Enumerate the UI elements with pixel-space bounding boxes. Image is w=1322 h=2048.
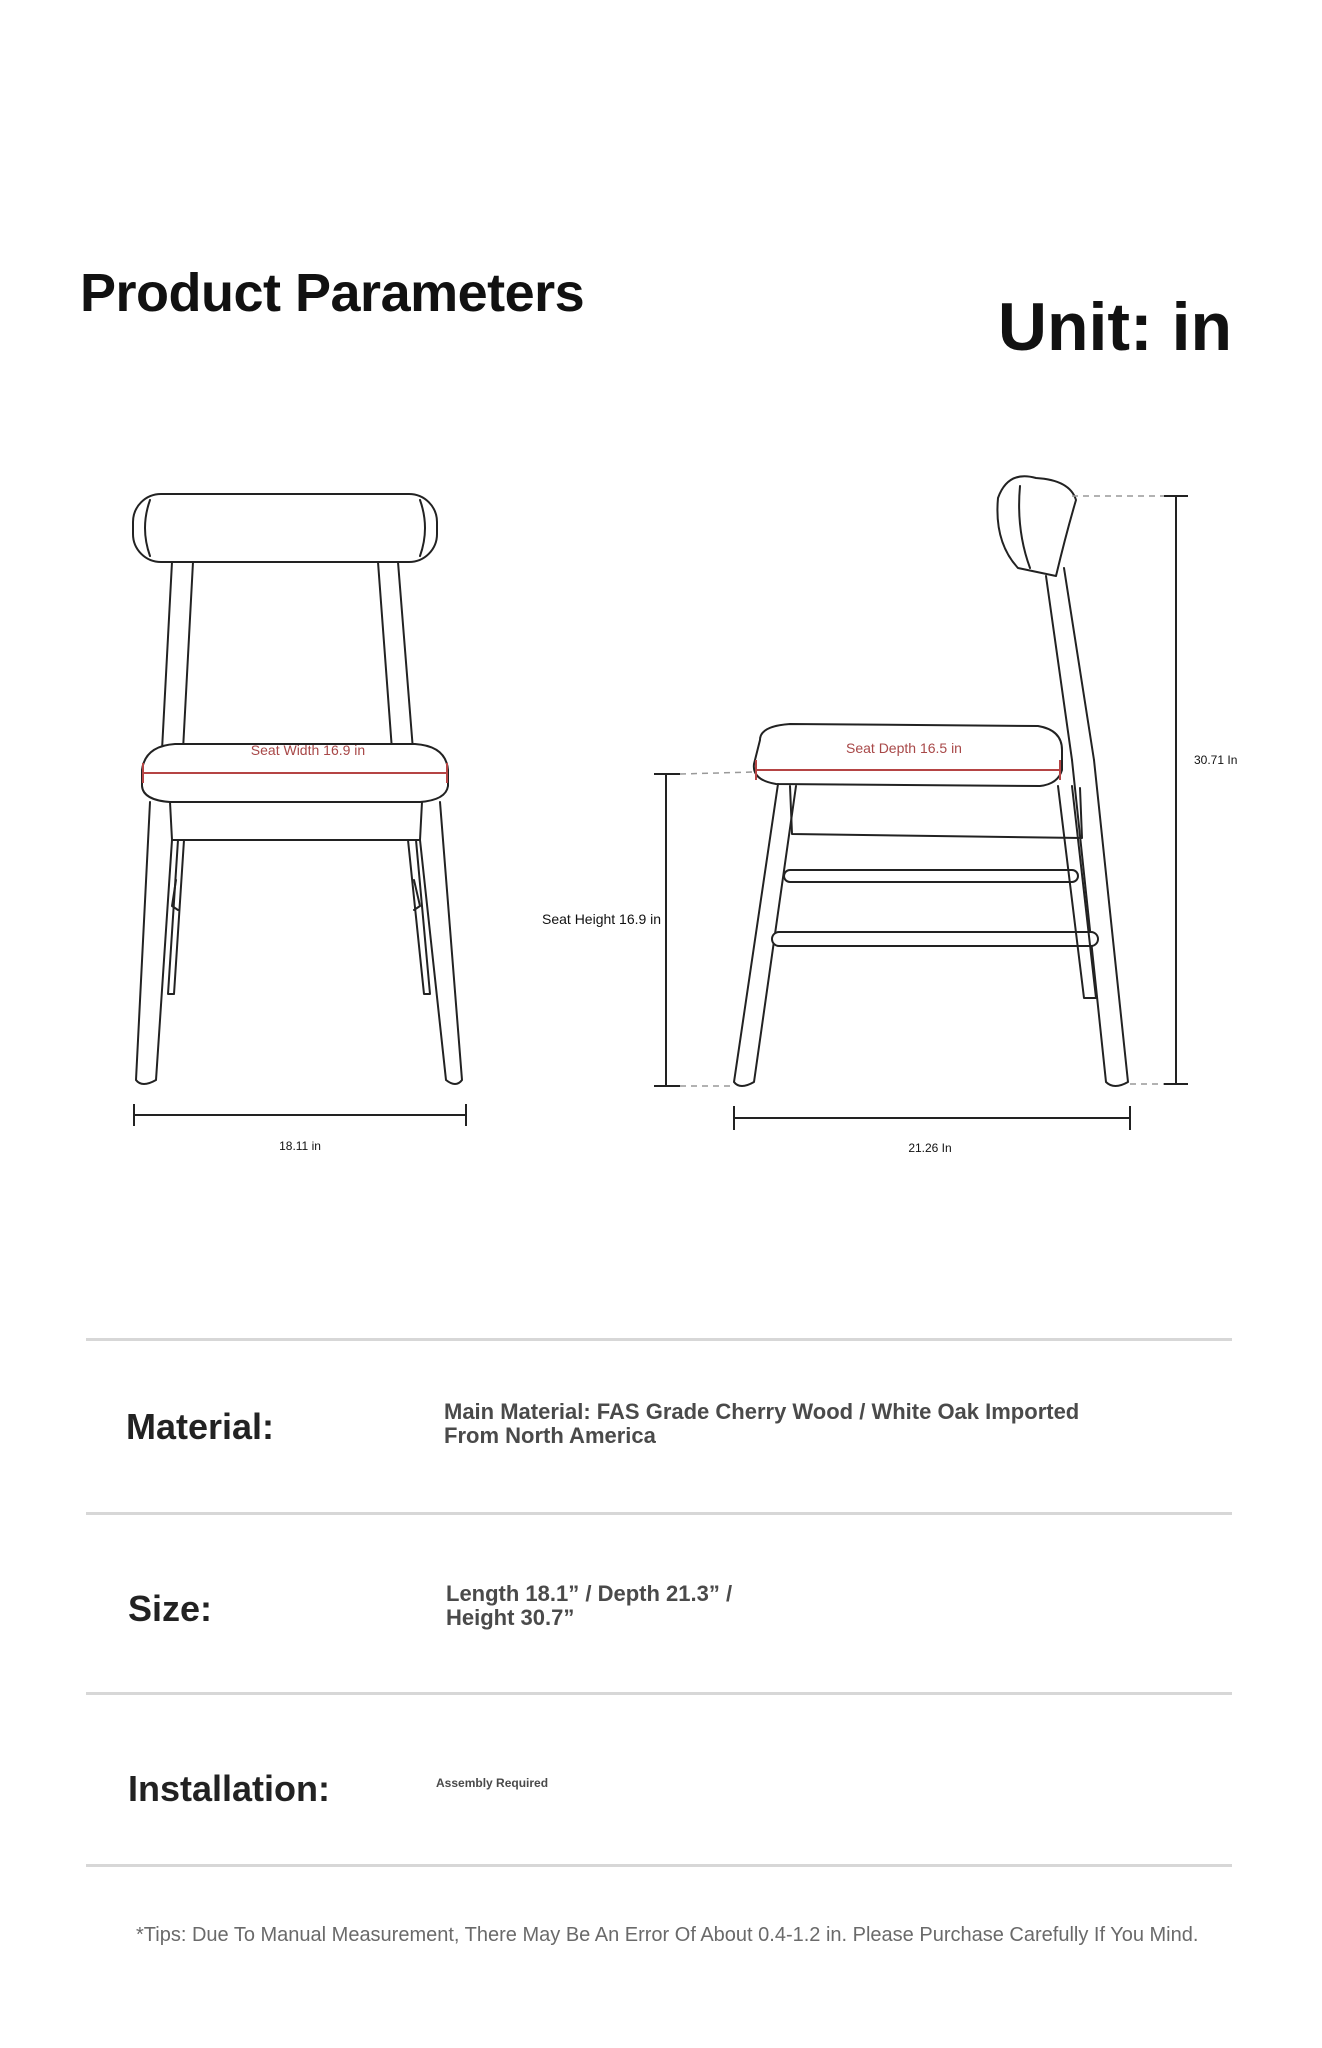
chair-dimension-diagram [0, 450, 1322, 1210]
material-label: Material: [126, 1406, 275, 1447]
seat-height-dimension [654, 774, 680, 1086]
material-value: Main Material: FAS Grade Cherry Wood / White Oak Imported From North America [444, 1399, 1080, 1448]
side-depth-dimension [734, 1106, 1130, 1130]
overall-height-dimension [1164, 496, 1188, 1084]
front-width-dimension [134, 1104, 466, 1126]
installation-label: Installation: [128, 1768, 331, 1809]
page-title: Product Parameters [80, 263, 585, 323]
front-view-chair [133, 494, 462, 1084]
seat-depth-label: Seat Depth 16.5 in [846, 740, 962, 756]
installation-value: Assembly Required [436, 1776, 549, 1790]
overall-height-label: 30.71 In [1194, 753, 1238, 767]
spec-divider-2 [86, 1692, 1232, 1695]
front-width-label: 18.11 in [279, 1139, 321, 1153]
size-value: Length 18.1” / Depth 21.3” / Height 30.7” [446, 1581, 733, 1630]
side-backrest [997, 476, 1076, 576]
seat-height-label: Seat Height 16.9 in [542, 911, 662, 927]
unit-label: Unit: in [997, 289, 1232, 365]
side-view-chair [734, 476, 1128, 1086]
spec-divider-bottom [86, 1864, 1232, 1867]
size-label: Size: [128, 1588, 213, 1629]
side-depth-label: 21.26 In [908, 1141, 952, 1155]
measurement-tips: *Tips: Due To Manual Measurement, There May Be An Error Of About 0.4-1.2 in. Please Purchase Carefully If You Mind. [136, 1924, 1199, 1946]
spec-divider-1 [86, 1512, 1232, 1515]
front-backrest [133, 494, 437, 562]
seat-width-label: Seat Width 16.9 in [250, 742, 366, 758]
spec-divider-top [86, 1338, 1232, 1341]
